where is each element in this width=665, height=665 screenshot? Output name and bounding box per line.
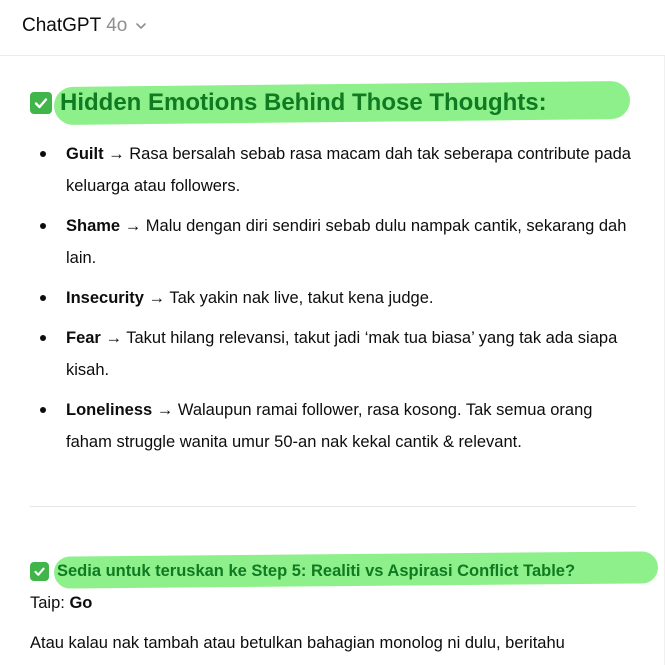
bullet (40, 407, 46, 413)
item-text: → Tak yakin nak live, takut kena judge. (143, 289, 434, 307)
chevron-down-icon (134, 19, 148, 33)
list-item (40, 210, 640, 274)
model-version: 4o (106, 15, 128, 36)
model-name: ChatGPT (22, 15, 102, 36)
cta-text: Sedia untuk teruskan ke Step 5: Realiti vs Aspirasi Conflict Table? (57, 561, 576, 580)
type-instruction (30, 592, 92, 614)
list-item (40, 394, 640, 458)
heading-text: Hidden Emotions Behind Those Thoughts: (60, 89, 547, 116)
list-item (40, 138, 640, 202)
item-text: → Rasa bersalah sebab rasa macam dah tak seberapa contribute pada keluarga atau followers. (66, 145, 631, 195)
divider (30, 506, 636, 507)
item-term: Fear (66, 329, 101, 347)
section-heading (30, 86, 547, 120)
check-box-icon (30, 562, 49, 581)
bullet (40, 335, 46, 341)
taip-label: Taip: (30, 594, 70, 612)
item-text: → Walaupun ramai follower, rasa kosong. Tak semua orang faham struggle wanita umur 50-an nak kekal cantik & relevant. (66, 401, 593, 451)
item-term: Shame (66, 217, 121, 235)
list-item (40, 322, 640, 386)
top-bar (0, 0, 665, 56)
taip-value: Go (69, 594, 93, 612)
bullet (40, 223, 46, 229)
model-switcher[interactable] (22, 15, 148, 37)
check-box-icon (30, 92, 52, 114)
item-term: Guilt (66, 145, 104, 163)
item-term: Insecurity (66, 289, 144, 307)
list-item (40, 282, 640, 314)
item-text: → Malu dengan diri sendiri sebab dulu nampak cantik, sekarang dah lain. (66, 217, 627, 267)
bullet (40, 151, 46, 157)
emotion-list (40, 138, 640, 466)
followup-text: Atau kalau nak tambah atau betulkan bahagian monolog ni dulu, beritahu (30, 634, 565, 652)
next-step-prompt (30, 558, 575, 584)
item-text: → Takut hilang relevansi, takut jadi ‘mak tua biasa’ yang tak ada siapa kisah. (66, 329, 618, 379)
item-term: Loneliness (66, 401, 153, 419)
bullet (40, 295, 46, 301)
